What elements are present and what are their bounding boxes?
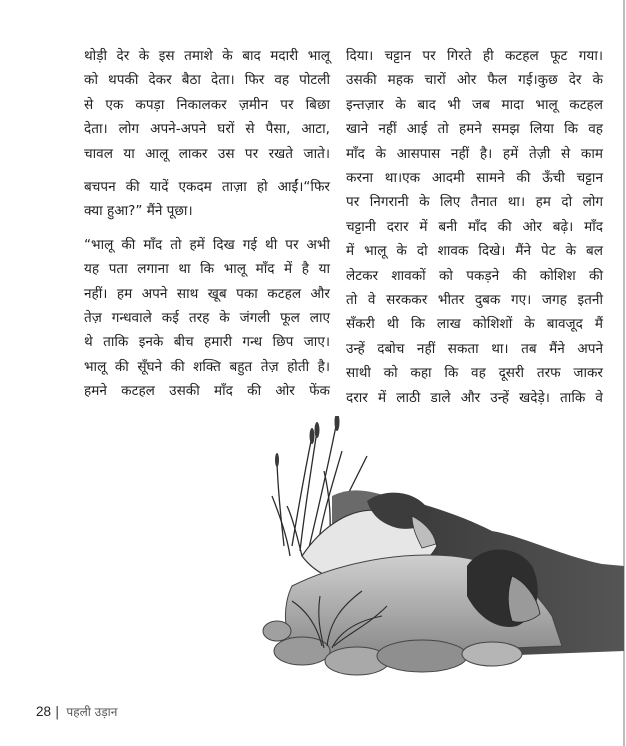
text-line: दरार में लाठी डाले और उन्हें खदेड़े। ताकि वे <box>346 389 603 406</box>
book-title: पहली उड़ान <box>66 705 118 719</box>
text-line: उन्हें दबोच नहीं सकता था। तब मैंने अपने <box>346 340 603 357</box>
text-line: चट्टानी दरार में बनी माँद की ओर बढ़े। माँद <box>346 218 603 235</box>
text-line: उसकी महक चारों ओर फैल गई।कुछ देर के <box>346 72 603 89</box>
right-text-column <box>346 44 603 419</box>
text-line: इन्तज़ार के बाद भी जब मादा भालू कटहल <box>346 96 603 113</box>
text-line: चावल या आलू लाकर उस पर रखते जाते। <box>84 145 330 162</box>
text-line: को थपकी देकर बैठा देता। फिर वह पोटली <box>84 72 330 89</box>
text-line: नहीं। हम अपने साथ खूब पका कटहल और <box>84 285 330 302</box>
text-line: हमने कटहल उसकी माँद की ओर फेंक <box>84 383 330 400</box>
page-footer <box>36 703 117 720</box>
paragraph-4 <box>346 44 603 410</box>
illustration-men-at-bear-den <box>262 416 626 686</box>
text-line: क्या हुआ?” मैंने पूछा। <box>84 203 193 220</box>
text-line: थे ताकि इनके बीच हमारी गन्ध छिप जाए। <box>84 334 330 351</box>
paragraph-3 <box>84 233 330 404</box>
text-line: भालू की सूँघने की शक्ति बहुत तेज़ होती है। <box>84 358 330 375</box>
left-text-column <box>84 44 330 413</box>
page-number: 28 <box>36 704 52 719</box>
text-line: बचपन की यादें एकदम ताज़ा हो आईं।“फिर <box>84 179 330 196</box>
text-line: साथी को कहा कि वह दूसरी तरफ जाकर <box>346 365 603 382</box>
text-line: पर निगरानी के लिए तैनात था। हम दो लोग <box>346 194 603 211</box>
paragraph-1 <box>84 44 330 166</box>
text-line: “भालू की माँद तो हमें दिख गई थी पर अभी <box>84 236 330 253</box>
text-line: माँद के आसपास नहीं है। हमें तेज़ी से काम <box>346 145 603 162</box>
text-line: दिया। चट्टान पर गिरते ही कटहल फूट गया। <box>346 48 603 64</box>
text-line: में भालू के दो शावक दिखे। मैंने पेट के बल <box>346 243 603 260</box>
text-line: थोड़ी देर के इस तमाशे के बाद मदारी भालू <box>84 48 330 64</box>
text-line: तेज़ गन्धवाले कई तरह के जंगली फूल लाए <box>84 310 330 327</box>
text-line: लेटकर शावकों को पकड़ने की कोशिश की <box>346 267 603 284</box>
text-line: देता। लोग अपने-अपने घरों से पैसा, आटा, <box>84 121 330 138</box>
text-line: करना था।एक आदमी सामने की ऊँची चट्टान <box>346 170 603 187</box>
text-line: खाने नहीं आई तो हमने समझ लिया कि वह <box>346 121 603 138</box>
text-line: से एक कपड़ा निकालकर ज़मीन पर बिछा <box>84 96 330 113</box>
text-line: तो वे सरककर भीतर दुबक गए। जगह इतनी <box>346 292 603 309</box>
paragraph-2 <box>84 175 330 224</box>
text-line: यह पता लगाना था कि भालू माँद में है या <box>84 261 330 278</box>
text-line: सँकरी थी कि लाख कोशिशों के बावजूद मैं <box>346 316 603 333</box>
footer-separator: | <box>55 705 60 720</box>
